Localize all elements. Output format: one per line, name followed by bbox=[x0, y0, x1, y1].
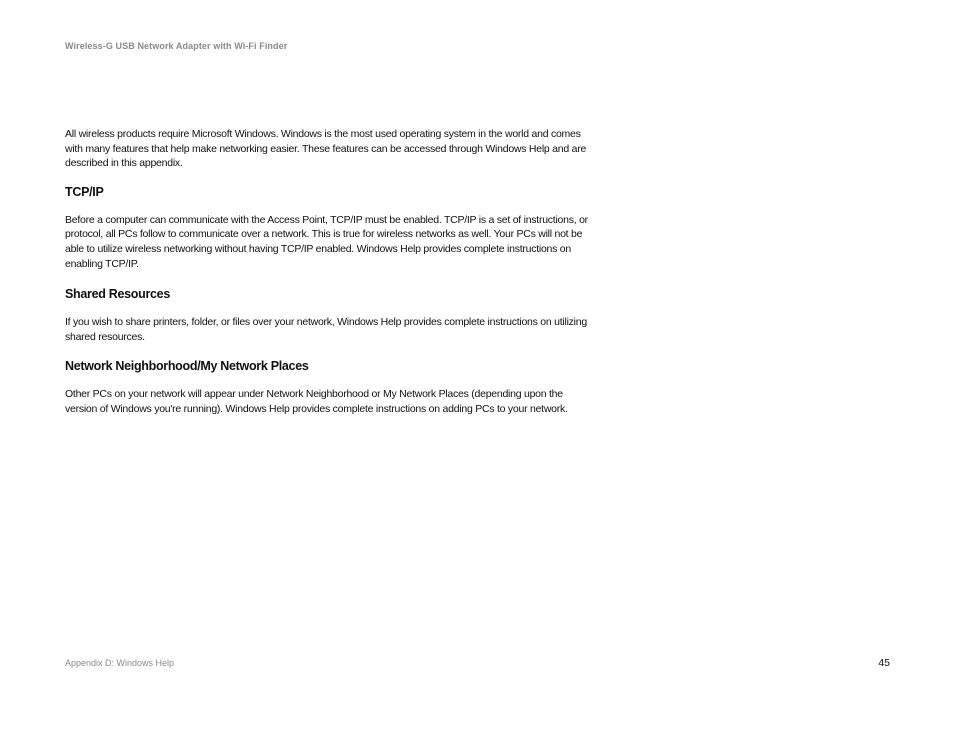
section-text-shared-resources: If you wish to share printers, folder, or files over your network, Windows Help provides complete instructions on utilizing shared resources. bbox=[65, 316, 587, 343]
footer-section-title: Appendix D: Windows Help bbox=[65, 658, 175, 668]
section-heading-network-neighborhood: Network Neighborhood/My Network Places bbox=[65, 359, 309, 374]
intro-paragraph: All wireless products require Microsoft Windows. Windows is the most used operating system in the world and comes with many features that help make networking easier. These features can be accessed through Windows Help and are described in this appendix. bbox=[65, 128, 587, 170]
section-text-network-neighborhood: Other PCs on your network will appear under Network Neighborhood or My Network Places (depending upon the version of Windows you're running). Windows Help provides complete instructions on adding PCs to your network. bbox=[65, 388, 568, 415]
main-content bbox=[65, 127, 590, 417]
running-header: Wireless-G USB Network Adapter with Wi-Fi Finder bbox=[65, 41, 288, 51]
section-text-tcpip: Before a computer can communicate with the Access Point, TCP/IP must be enabled. TCP/IP is a set of instructions, or protocol, all PCs follow to communicate over a network. This is true for wireless networks as well. Your PCs will not be able to utilize wireless networking without having TCP/IP enabled. Windows Help provides complete instructions on enabling TCP/IP. bbox=[65, 213, 588, 270]
section-heading-shared-resources: Shared Resources bbox=[65, 287, 170, 302]
section-heading-tcpip: TCP/IP bbox=[65, 184, 104, 199]
page-number: 45 bbox=[878, 657, 890, 669]
